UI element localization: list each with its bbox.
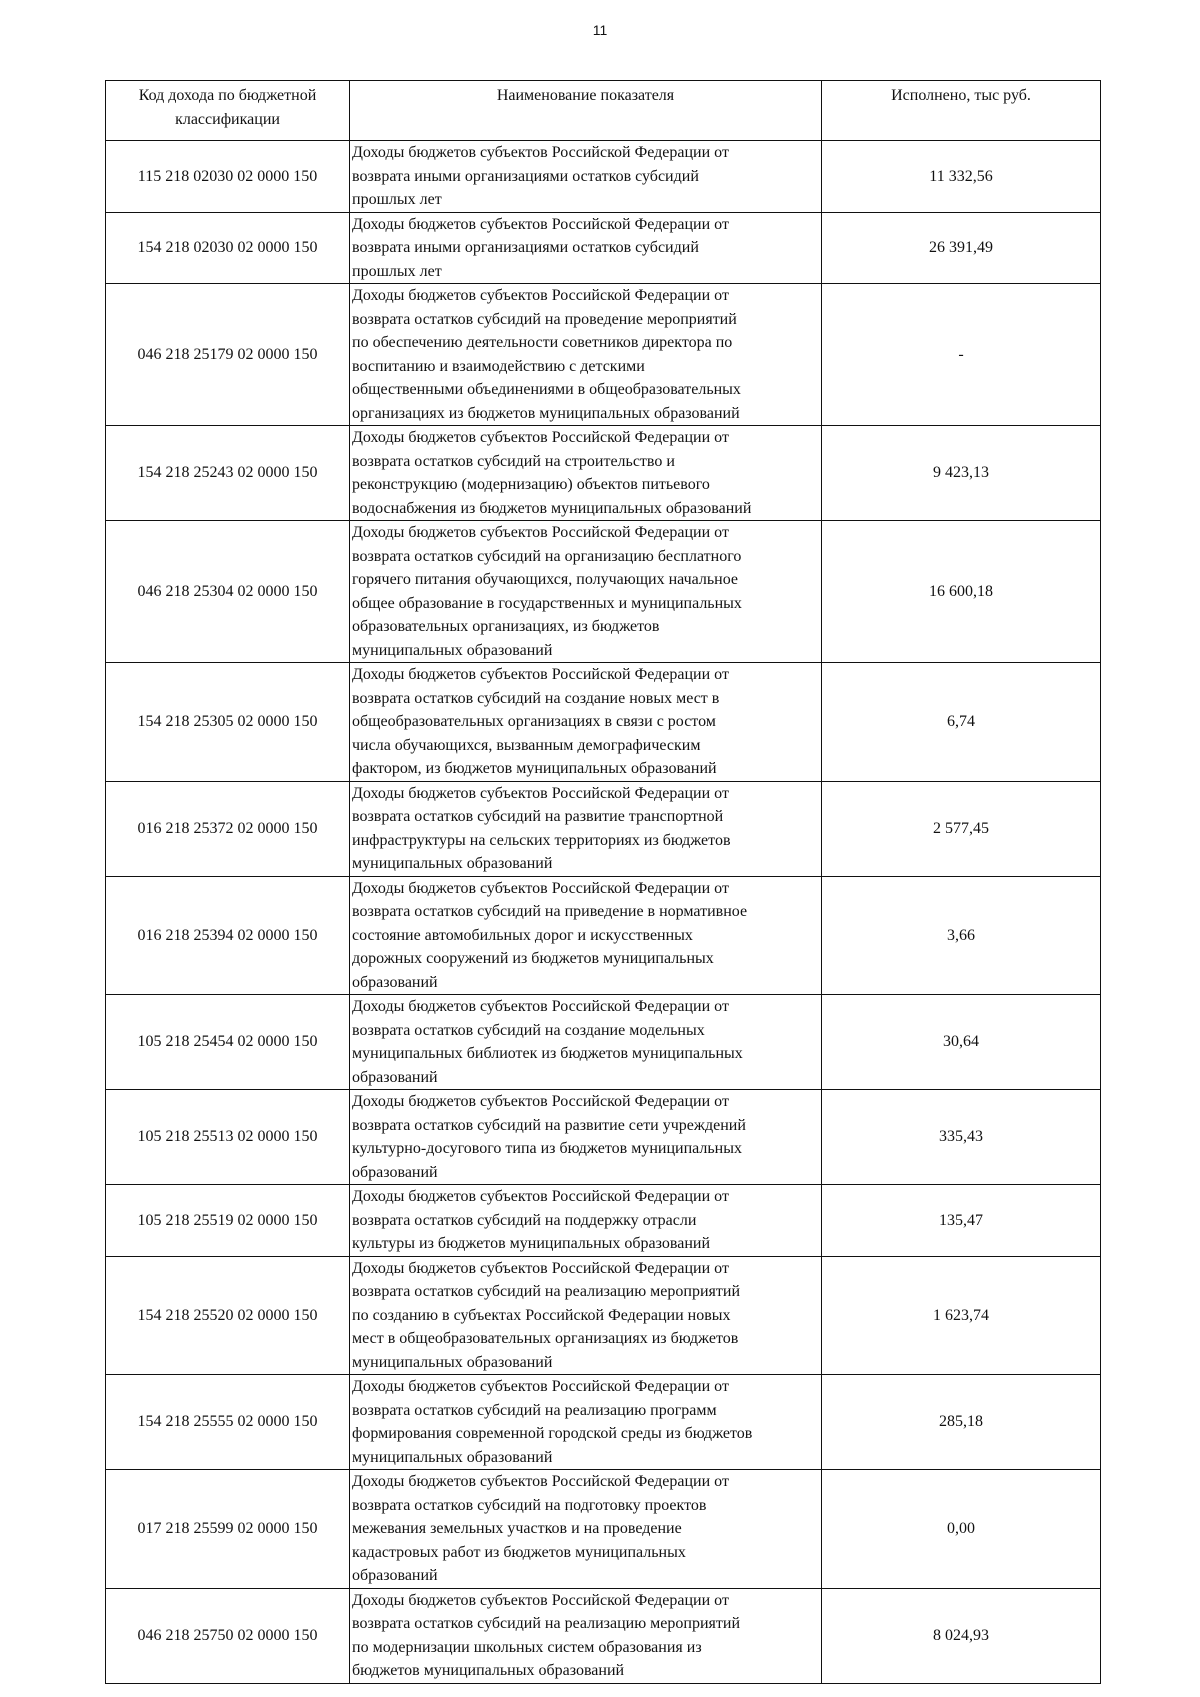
indicator-name-line: общее образование в государственных и муниципальных [352, 594, 742, 612]
indicator-name [350, 1090, 822, 1185]
indicator-name-line: возврата остатков субсидий на подготовку проектов [352, 1496, 707, 1514]
indicator-name-line: культурно-досугового типа из бюджетов муниципальных [352, 1140, 742, 1157]
table-row [106, 212, 1101, 284]
indicator-name-line: образовательных организациях, из бюджетов [352, 618, 660, 635]
indicator-name [350, 876, 822, 995]
indicator-name-line: числа обучающихся, вызванным демографическим [352, 736, 701, 754]
revenue-code: 105 218 25454 02 0000 150 [106, 995, 350, 1090]
indicator-name-line: образований [352, 1163, 438, 1181]
revenue-code: 016 218 25372 02 0000 150 [106, 781, 350, 876]
indicator-name-line: муниципальных образований [352, 641, 553, 659]
indicator-name-line: общественными объединениями в общеобразовательных [352, 381, 741, 398]
header-name: Наименование показателя [350, 81, 822, 141]
indicator-name-line: возврата остатков субсидий на создание новых мест в [352, 689, 720, 707]
header-value: Исполнено, тыс руб. [822, 81, 1101, 141]
indicator-name-line: бюджетов муниципальных образований [352, 1662, 625, 1679]
table-row [106, 1375, 1101, 1470]
indicator-name [350, 995, 822, 1090]
executed-amount: 26 391,49 [822, 212, 1101, 284]
revenue-code: 046 218 25304 02 0000 150 [106, 521, 350, 663]
indicator-name-line: возврата иными организациями остатков субсидий [352, 167, 699, 185]
indicator-name [350, 284, 822, 426]
indicator-name-line: дорожных сооружений из бюджетов муниципальных [352, 950, 714, 967]
table-row [106, 1588, 1101, 1683]
indicator-name-line: возврата остатков субсидий на реализацию мероприятий [352, 1615, 741, 1632]
indicator-name-line: Доходы бюджетов субъектов Российской Федерации от [352, 429, 729, 446]
table-row [106, 995, 1101, 1090]
revenue-code: 105 218 25519 02 0000 150 [106, 1185, 350, 1257]
revenue-code: 154 218 02030 02 0000 150 [106, 212, 350, 284]
indicator-name-line: организациях из бюджетов муниципальных образований [352, 404, 740, 422]
executed-amount: 8 024,93 [822, 1588, 1101, 1683]
table-row [106, 1470, 1101, 1589]
table-body [106, 141, 1101, 1684]
indicator-name-line: муниципальных библиотек из бюджетов муниципальных [352, 1045, 743, 1062]
indicator-name-line: муниципальных образований [352, 1448, 553, 1466]
indicator-name-line: Доходы бюджетов субъектов Российской Федерации от [352, 144, 729, 161]
revenue-code: 016 218 25394 02 0000 150 [106, 876, 350, 995]
header-code: Код дохода по бюджетной классификации [106, 81, 350, 141]
indicator-name-line: инфраструктуры на сельских территориях из бюджетов [352, 831, 731, 849]
table-row [106, 781, 1101, 876]
indicator-name-line: Доходы бюджетов субъектов Российской Федерации от [352, 1591, 729, 1609]
indicator-name-line: Доходы бюджетов субъектов Российской Федерации от [352, 287, 729, 304]
indicator-name-line: Доходы бюджетов субъектов Российской Федерации от [352, 1188, 729, 1205]
indicator-name-line: Доходы бюджетов субъектов Российской Федерации от [352, 1259, 729, 1277]
indicator-name-line: Доходы бюджетов субъектов Российской Федерации от [352, 215, 729, 233]
table-row [106, 521, 1101, 663]
indicator-name-line: возврата остатков субсидий на развитие транспортной [352, 808, 724, 825]
indicator-name-line: возврата остатков субсидий на строительство и [352, 452, 675, 470]
header-row [106, 81, 1101, 141]
revenue-code: 115 218 02030 02 0000 150 [106, 141, 350, 213]
indicator-name-line: образований [352, 1068, 438, 1086]
table-row [106, 663, 1101, 782]
indicator-name-line: Доходы бюджетов субъектов Российской Федерации от [352, 879, 729, 897]
indicator-name-line: общеобразовательных организациях в связи с ростом [352, 713, 716, 730]
indicator-name-line: формирования современной городской среды из бюджетов [352, 1425, 753, 1442]
table-row [106, 876, 1101, 995]
executed-amount: - [822, 284, 1101, 426]
indicator-name [350, 663, 822, 782]
revenue-code: 154 218 25520 02 0000 150 [106, 1256, 350, 1375]
indicator-name-line: по модернизации школьных систем образования из [352, 1638, 702, 1656]
indicator-name-line: межевания земельных участков и на проведение [352, 1520, 682, 1537]
indicator-name [350, 781, 822, 876]
indicator-name [350, 212, 822, 284]
indicator-name-line: образований [352, 1567, 438, 1584]
indicator-name-line: по созданию в субъектах Российской Федерации новых [352, 1306, 731, 1324]
indicator-name-line: Доходы бюджетов субъектов Российской Федерации от [352, 1473, 729, 1490]
executed-amount: 1 623,74 [822, 1256, 1101, 1375]
indicator-name-line: возврата остатков субсидий на реализацию мероприятий [352, 1283, 741, 1300]
executed-amount: 6,74 [822, 663, 1101, 782]
indicator-name [350, 1185, 822, 1257]
revenue-code: 046 218 25750 02 0000 150 [106, 1588, 350, 1683]
indicator-name [350, 521, 822, 663]
table-row [106, 1090, 1101, 1185]
table-row [106, 1185, 1101, 1257]
indicator-name-line: водоснабжения из бюджетов муниципальных образований [352, 499, 752, 517]
indicator-name-line: возврата остатков субсидий на развитие сети учреждений [352, 1116, 746, 1134]
table-row [106, 1256, 1101, 1375]
indicator-name-line: фактором, из бюджетов муниципальных образований [352, 760, 717, 777]
indicator-name [350, 1256, 822, 1375]
indicator-name-line: мест в общеобразовательных организациях из бюджетов [352, 1330, 739, 1347]
table-header [106, 81, 1101, 141]
revenue-code: 105 218 25513 02 0000 150 [106, 1090, 350, 1185]
indicator-name-line: Доходы бюджетов субъектов Российской Федерации от [352, 998, 729, 1015]
indicator-name [350, 141, 822, 213]
indicator-name [350, 1375, 822, 1470]
revenue-table [105, 80, 1101, 1684]
indicator-name-line: возврата остатков субсидий на реализацию программ [352, 1401, 717, 1419]
indicator-name-line: горячего питания обучающихся, получающих начальное [352, 571, 739, 588]
indicator-name-line: возврата остатков субсидий на организацию бесплатного [352, 547, 742, 565]
executed-amount: 285,18 [822, 1375, 1101, 1470]
table-row [106, 141, 1101, 213]
executed-amount: 135,47 [822, 1185, 1101, 1257]
table-row [106, 426, 1101, 521]
indicator-name-line: состояние автомобильных дорог и искусственных [352, 926, 693, 944]
executed-amount: 11 332,56 [822, 141, 1101, 213]
indicator-name-line: возврата остатков субсидий на поддержку отрасли [352, 1211, 697, 1229]
indicator-name-line: кадастровых работ из бюджетов муниципальных [352, 1543, 686, 1561]
revenue-code: 154 218 25305 02 0000 150 [106, 663, 350, 782]
page-number: 11 [592, 22, 608, 38]
indicator-name [350, 1588, 822, 1683]
indicator-name-line: муниципальных образований [352, 855, 553, 872]
indicator-name-line: Доходы бюджетов субъектов Российской Федерации от [352, 1093, 729, 1110]
indicator-name-line: Доходы бюджетов субъектов Российской Федерации от [352, 666, 729, 683]
indicator-name-line: возврата остатков субсидий на проведение мероприятий [352, 310, 737, 328]
indicator-name-line: культуры из бюджетов муниципальных образований [352, 1235, 711, 1252]
revenue-code: 154 218 25555 02 0000 150 [106, 1375, 350, 1470]
indicator-name-line: прошлых лет [352, 191, 442, 208]
indicator-name [350, 426, 822, 521]
executed-amount: 9 423,13 [822, 426, 1101, 521]
revenue-code: 017 218 25599 02 0000 150 [106, 1470, 350, 1589]
indicator-name-line: Доходы бюджетов субъектов Российской Федерации от [352, 784, 729, 802]
executed-amount: 0,00 [822, 1470, 1101, 1589]
revenue-code: 046 218 25179 02 0000 150 [106, 284, 350, 426]
indicator-name-line: по обеспечению деятельности советников директора по [352, 334, 733, 351]
executed-amount: 335,43 [822, 1090, 1101, 1185]
indicator-name-line: возврата остатков субсидий на создание модельных [352, 1021, 705, 1039]
indicator-name-line: реконструкцию (модернизацию) объектов питьевого [352, 476, 710, 493]
indicator-name-line: образований [352, 973, 438, 991]
indicator-name-line: Доходы бюджетов субъектов Российской Федерации от [352, 1378, 729, 1395]
indicator-name-line: Доходы бюджетов субъектов Российской Федерации от [352, 524, 729, 541]
revenue-code: 154 218 25243 02 0000 150 [106, 426, 350, 521]
indicator-name-line: прошлых лет [352, 262, 442, 280]
indicator-name-line: возврата иными организациями остатков субсидий [352, 239, 699, 256]
executed-amount: 3,66 [822, 876, 1101, 995]
table-row [106, 284, 1101, 426]
indicator-name-line: возврата остатков субсидий на приведение в нормативное [352, 903, 748, 920]
indicator-name [350, 1470, 822, 1589]
executed-amount: 30,64 [822, 995, 1101, 1090]
indicator-name-line: муниципальных образований [352, 1353, 553, 1371]
indicator-name-line: воспитанию и взаимодействию с детскими [352, 357, 645, 375]
executed-amount: 16 600,18 [822, 521, 1101, 663]
executed-amount: 2 577,45 [822, 781, 1101, 876]
